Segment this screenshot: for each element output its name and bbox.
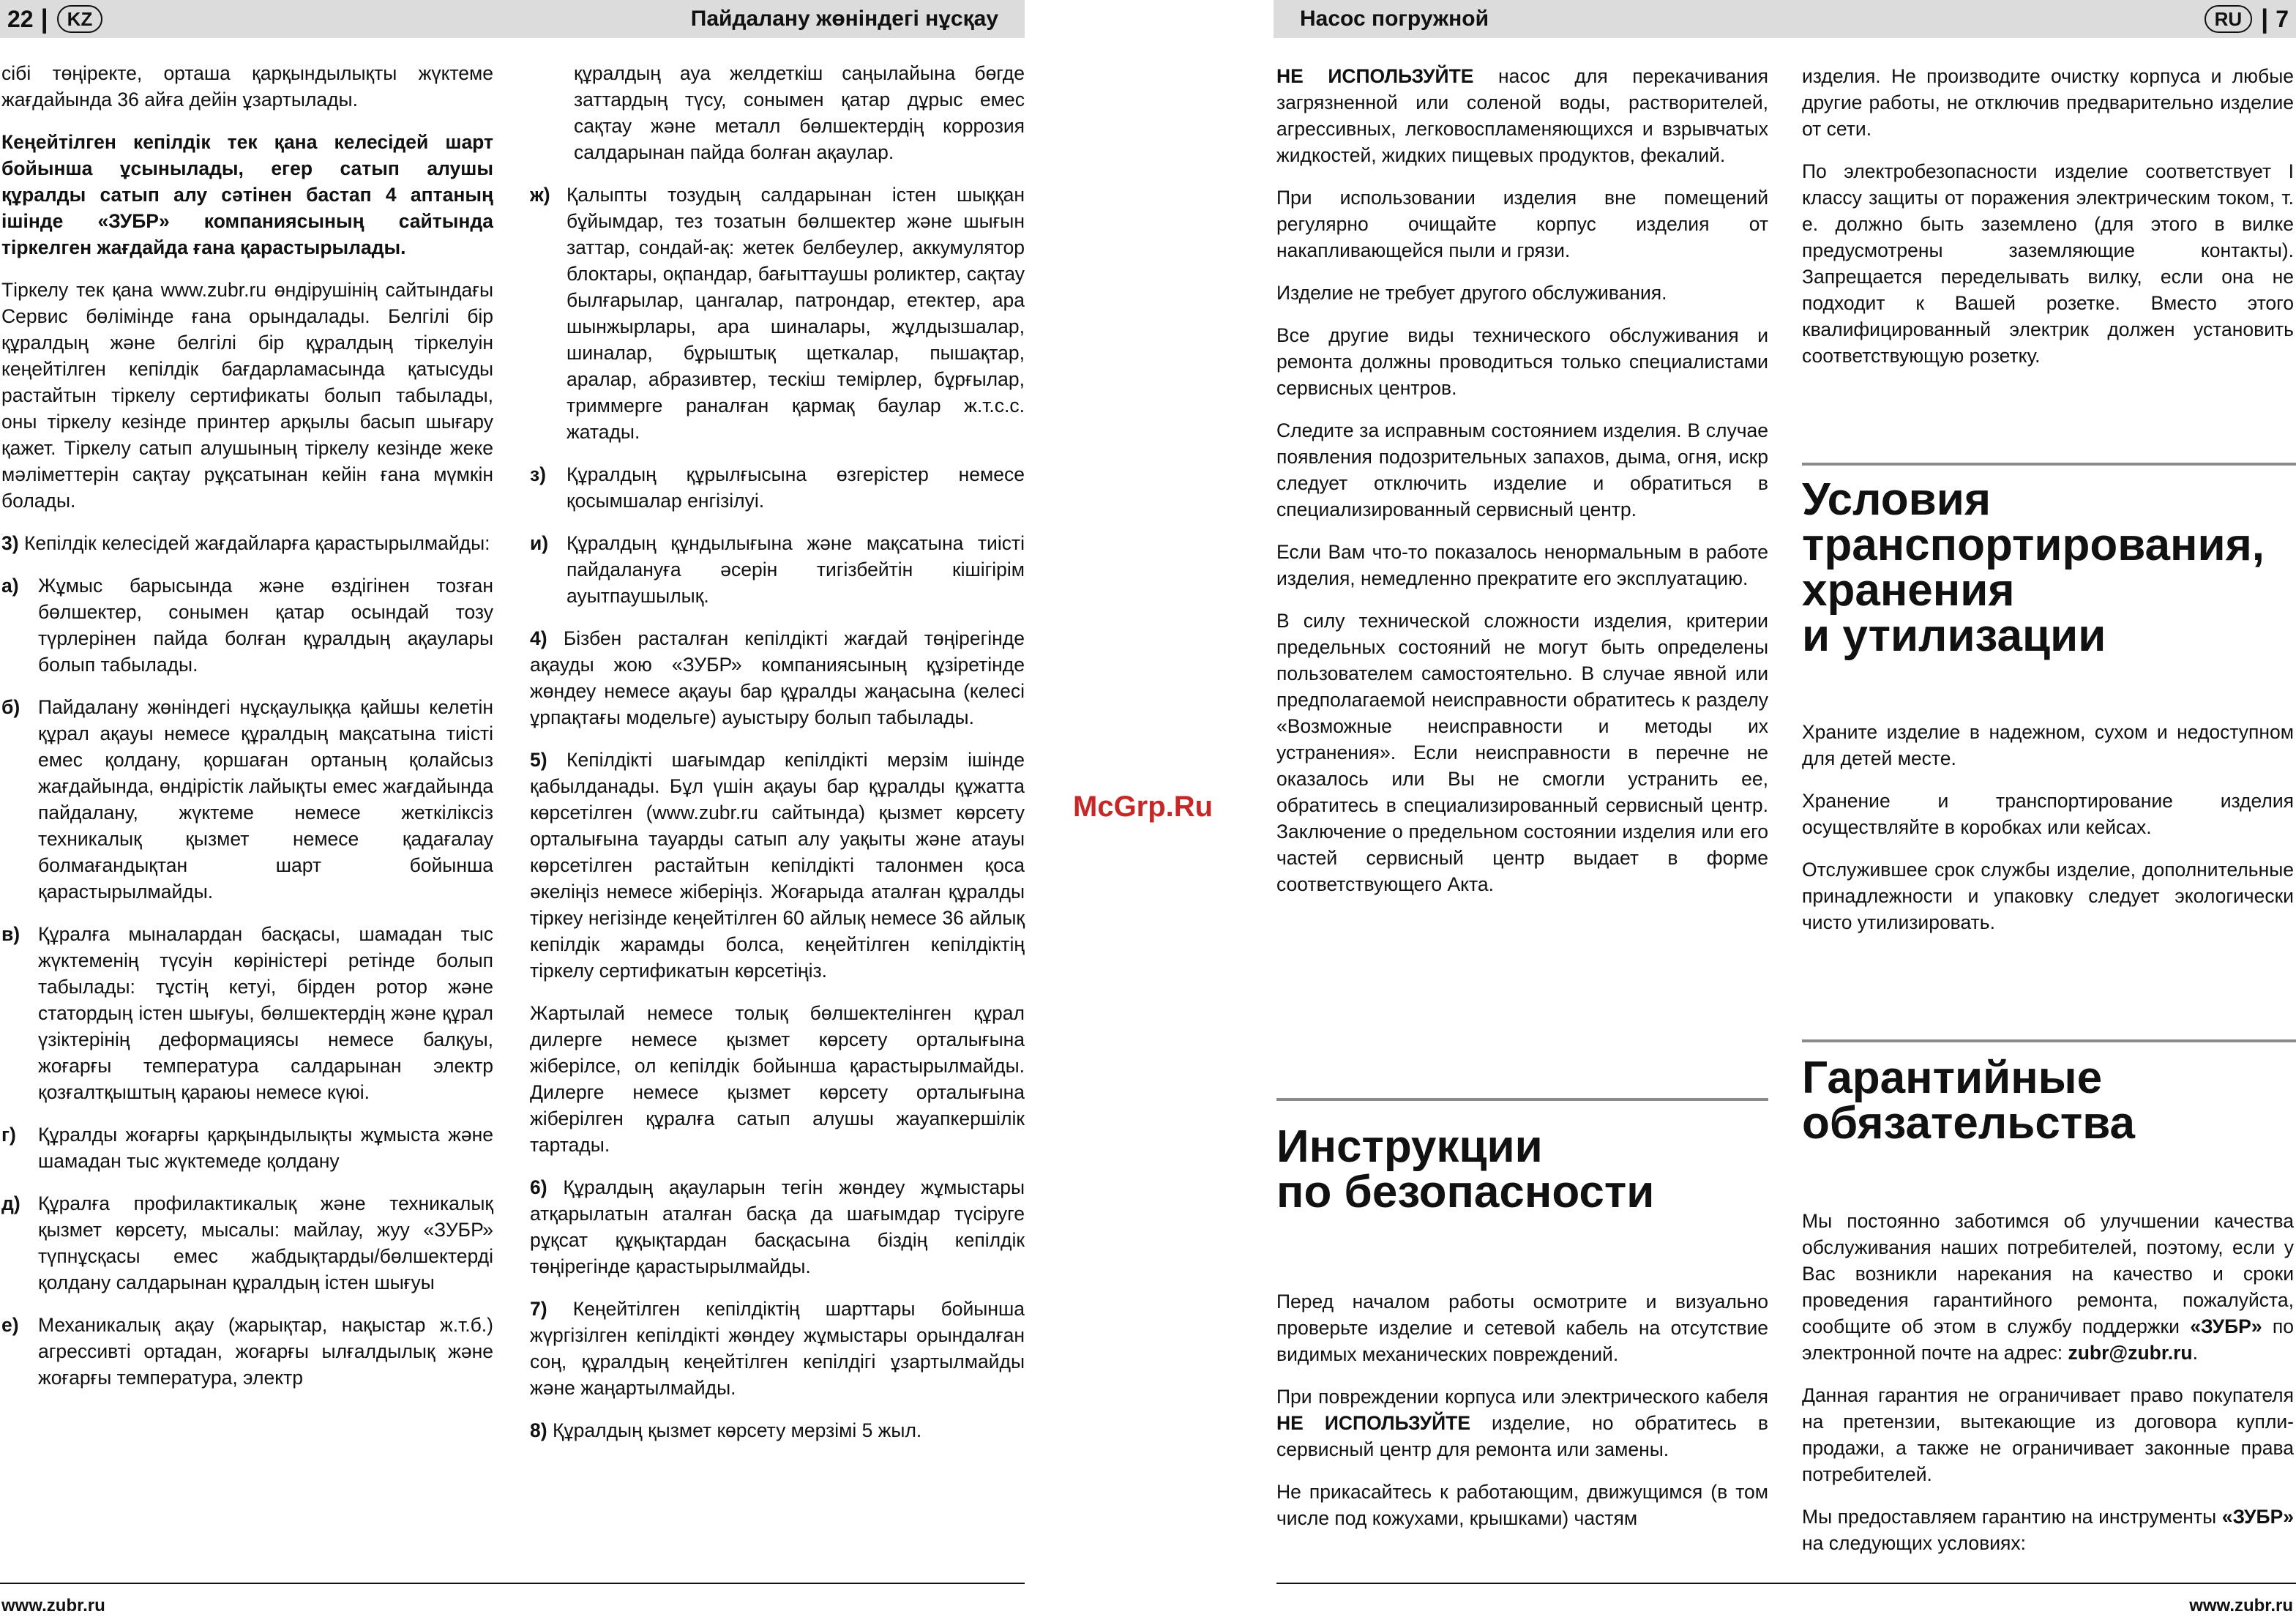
right-column-2 <box>1802 63 2294 385</box>
paragraph-bold: Кеңейтілген кепілдік тек қана келесідей шарт бойынша ұсынылады, егер сатып алушы құралды сатып алу сәтінен бастап 4 аптаның ішінде «ЗУБР» компаниясының сайтында тіркелген жағдайда ғана қарастырылады. <box>1 131 493 258</box>
paragraph-text: . <box>2192 1342 2198 1364</box>
paragraph-text: по электронной почте на адрес: <box>1802 1315 2295 1364</box>
support-email-link[interactable]: zubr@zubr.ru <box>2068 1342 2193 1364</box>
list-item <box>1 1190 493 1296</box>
paragraph-numbered <box>530 1296 1025 1401</box>
section-heading-safety <box>1276 1121 1655 1217</box>
paragraph-text: Мы предоставляем гарантию на инструменты <box>1802 1506 2222 1528</box>
item-number: 8) <box>530 1419 547 1441</box>
item-text: Кеңейтілген кепілдіктің шарттары бойынша жүргізілген кепілдікті жөндеу жұмыстары орындалған соң, құралдың кеңейтілген кепілдігі ұзартылмайды және жаңартылмайды. <box>530 1298 1025 1399</box>
footer-rule <box>0 1583 1025 1584</box>
section-heading-transport <box>1802 474 2265 661</box>
paragraph: Все другие виды технического обслуживания и ремонта должны проводиться только специалистами сервисных центров. <box>1276 324 1768 399</box>
item-text: Құралдың қызмет көрсету мерзімі 5 жыл. <box>552 1419 922 1441</box>
paragraph-text: насос для перекачивания загрязненной или соленой воды, растворителей, агрессивных, легковоспламеняющихся и взрывчатых жидкостей, жидких пищевых продуктов, фекалий. <box>1276 65 1768 166</box>
item-text: Бізбен расталған кепілдікті жағдай төңірегінде ақауды жою «ЗУБР» компаниясының құзіретінде жөндеу немесе ақауы бар құралды жаңасына (келесі ұрпақтағы модельге) ауыстыру болып табылады. <box>530 627 1025 728</box>
item-text: Қалыпты тозудың салдарынан істен шыққан бұйымдар, тез тозатын бөлшектер және шығын заттар, сондай-ақ: жетек белбеулер, аккумулятор блоктары, оқпандар, бағыттаушы роликтер, сақтау былғарылар, цангалар, патрондар, етектер, ара шынжырлары, ара шиналары, жұлдызшалар, шиналар, бұрыштық щеткалар, пышақтар, аралар, абразивтер, тескіш темірлер, бұрғылар, триммерге раналған қармақ баулар ж.т.с.с. жатады. <box>566 184 1025 443</box>
list-item <box>530 530 1025 609</box>
paragraph: По электробезопасности изделие соответствует I классу защиты от поражения электрическим током, т. е. должно быть заземлено (для этого в вилке предусмотрены заземляющие контакты). Запрещается переделывать вилку, если она не подходит к Вашей розетке. Вместо этого квалифицированный электрик должен установить соответствующую розетку. <box>1802 160 2294 367</box>
list-item <box>1 1312 493 1391</box>
paragraph-numbered <box>530 625 1025 731</box>
list-item <box>1 921 493 1105</box>
transport-section <box>1802 719 2294 952</box>
section-rule <box>1276 1098 1768 1101</box>
section-rule <box>1802 463 2296 466</box>
brand-text: «ЗУБР» <box>2221 1506 2294 1528</box>
item-text: Құралдың құндылығына және мақсатына тиісті пайдалануға әсерін тигізбейтін кішігірім ауытпаушылық. <box>566 532 1025 607</box>
paragraph: Перед началом работы осмотрите и визуально проверьте изделие и сетевой кабель на отсутствие видимых механических повреждений. <box>1276 1291 1768 1365</box>
heading-line: Гарантийные <box>1802 1053 2103 1103</box>
item-label: г) <box>1 1124 16 1146</box>
item-number: 6) <box>530 1176 547 1198</box>
page-title: Насос погружной <box>1300 7 1489 31</box>
language-badge: KZ <box>57 5 103 33</box>
footer-rule <box>1276 1583 2296 1584</box>
paragraph <box>1802 1208 2294 1366</box>
list-item <box>1 694 493 905</box>
item-text: Кепілдікті шағымдар кепілдікті мерзім ішінде қабылданады. Бұл үшін ақауы бар құралды құжатта көрсетілген (www.zubr.ru сайтында) қызмет көрсету орталығына тауарды сатып алу уақыты және атауы көрсетілген растайтын кепілдікті талонмен қоса әкеліңіз немесе жіберіңіз. Жоғарыда аталған құралды тіркеу негізінде кеңейтілген 60 айлық немесе 36 айлық кепілдік жарамды болса, кеңейтілген кепілдіктің тіркелу сертификатын көрсетіңіз. <box>530 749 1025 982</box>
paragraph-numbered <box>530 1417 1025 1444</box>
paragraph: Следите за исправным состоянием изделия. В случае появления подозрительных запахов, дыма, огня, искр следует отключить изделие и обратиться в специализированный сервисный центр. <box>1276 419 1768 520</box>
paragraph: сібі төңіректе, орташа қарқындылықты жүктеме жағдайында 36 айға дейін ұзартылады. <box>1 62 493 111</box>
item-number: 4) <box>530 627 547 649</box>
paragraph: В силу технической сложности изделия, критерии предельных состояний не могут быть определены пользователем самостоятельно. В случае явной или предполагаемой неисправности обратитесь к разделу «Возможные неисправности и методы их устранения». Если неисправности в перечне не оказалось или Вы не смогли устранить ее, обратитесь в специализированный сервисный центр. Заключение о предельном состоянии изделия или его частей сервисный центр выдает в форме соответствующего Акта. <box>1276 610 1768 895</box>
paragraph: Если Вам что-то показалось ненормальным в работе изделия, немедленно прекратите его эксплуатацию. <box>1276 541 1768 589</box>
paragraph: Не прикасайтесь к работающим, движущимся (в том числе под кожухами, крышками) частям <box>1276 1481 1768 1529</box>
item-text: Құралдың ақауларын тегін жөндеу жұмыстары атқарылатын аталған басқа да шағымдар түсіруге рұқсат құқықтардан басқасына біздің кепілдік төңірегінде қарастырылмайды. <box>530 1176 1025 1277</box>
warning-text: НЕ ИСПОЛЬЗУЙТЕ <box>1276 1412 1470 1434</box>
item-label: и) <box>530 532 549 554</box>
item-text: Кепілдік келесідей жағдайларға қарастырылмайды: <box>23 532 490 554</box>
item-label: в) <box>1 923 20 945</box>
item-text: Құралды жоғарғы қарқындылықты жұмыста және шамадан тыс жүктемеде қолдану <box>38 1124 493 1172</box>
item-text: Пайдалану жөніндегі нұсқаулыққа қайшы келетін құрал ақауы немесе құралдың мақсатына тиісті емес қолдану, қоршаған ортаның қолайсыз жағдайында, өндірістік лайықты емес жағдайында пайдалану, жүктеме немесе жеткіліксіз техникалық қызмет немесе қадағалау болмағандықтан шарт бойынша қарастырылмайды. <box>38 696 493 903</box>
item-label: б) <box>1 696 20 718</box>
item-text: Жұмыс барысында және өздігінен тозған бөлшектер, сонымен қатар осындай тозу түрлерінен пайда болған құралдың ақаулары болып табылады. <box>38 575 493 676</box>
item-text: Құралға мыналардан басқасы, шамадан тыс жүктеменің түсуін көріністері ретінде болып табылады: тұстің кетуі, бірден ротор және статордың істен шығуы, бөлшектердің және құрал үзіктерінің деформациясы немесе балқуы, жоғарғы температура салдарынан электр қозғалтқыштың қараюы немесе күюі. <box>38 923 493 1103</box>
paragraph-numbered <box>1 530 493 556</box>
paragraph: құралдың ауа желдеткіш саңылайына бөгде заттардың түсу, сонымен қатар дұрыс емес сақтау және металл бөлшектердің коррозия салдарынан пайда болған ақаулар. <box>574 62 1025 163</box>
page-number: 22 <box>7 5 34 32</box>
list-item <box>530 461 1025 514</box>
paragraph-text: изделие, но обратитесь в сервисный центр для ремонта или замены. <box>1276 1412 1769 1460</box>
heading-line: Условия <box>1802 474 1991 525</box>
item-number: 5) <box>530 749 547 771</box>
paragraph-text: Мы постоянно заботимся об улучшении качества обслуживания наших потребителей, поэтому, если у Вас возникли нарекания на качество и сроки проведения гарантийного ремонта, пожалуйста, сообщите об этом в службу поддержки <box>1802 1210 2294 1337</box>
safety-section <box>1276 1288 1768 1547</box>
paragraph: Тіркелу тек қана www.zubr.ru өндірушінің сайтындағы Сервис бөлімінде ғана орындалады. Белгілі бір құралдың және белгілі бір құралдың тіркелуін кеңейтілген кепілдік бағдарламасында қатысуды растайтын тіркелу сертификаты болып табылады, оны тіркелу кезінде принтер арқылы басып шығару қажет. Тіркелу сатып алушының тіркелу кезінде жеке мәліметтерін сақтау рұқсатынан кейін ғана мүмкін болады. <box>1 279 493 512</box>
paragraph-numbered <box>530 747 1025 984</box>
heading-line: транспортирования, <box>1802 520 2265 570</box>
paragraph: Отслужившее срок службы изделие, дополнительные принадлежности и упаковку следует экологически чисто утилизировать. <box>1802 859 2294 933</box>
paragraph <box>1802 1504 2294 1556</box>
paragraph-text: При повреждении корпуса или электрического кабеля <box>1276 1386 1768 1408</box>
paragraph-numbered <box>530 1174 1025 1280</box>
list-item <box>1 1121 493 1174</box>
item-text: Механикалық ақау (жарықтар, нақыстар ж.т.б.) агрессивті ортадан, жоғарғы ылғалдылық және жоғарғы температура, электр <box>38 1314 493 1389</box>
item-label: а) <box>1 575 19 597</box>
paragraph: Данная гарантия не ограничивает право покупателя на претензии, вытекающие из договора купли-продажи, а также не ограничивает законные права потребителей. <box>1802 1384 2294 1485</box>
paragraph: Изделие не требует другого обслуживания. <box>1276 282 1667 304</box>
right-column-1 <box>1276 63 1768 914</box>
left-column-1 <box>1 60 493 1407</box>
paragraph <box>1276 1383 1768 1463</box>
paragraph <box>1276 63 1768 168</box>
item-number: 3) <box>1 532 19 554</box>
section-heading-warranty <box>1802 1053 2135 1149</box>
item-label: з) <box>530 463 546 485</box>
heading-line: по безопасности <box>1276 1167 1655 1217</box>
paragraph: изделия. Не производите очистку корпуса и любые другие работы, не отключив предварительно изделие от сети. <box>1802 65 2294 140</box>
brand-text: «ЗУБР» <box>2190 1315 2262 1337</box>
warning-text: НЕ ИСПОЛЬЗУЙТЕ <box>1276 65 1474 87</box>
language-badge: RU <box>2205 5 2253 33</box>
list-item <box>1 572 493 678</box>
paragraph: Жартылай немесе толық бөлшектелінген құрал дилерге немесе қызмет көрсету орталығына жіберілсе, ол кепілдік бойынша қарастырылмайды. Дилерге немесе қызмет көрсету орталығына жіберілген құралға сатып алушы жауапкершілік тартады. <box>530 1002 1025 1156</box>
page-number: 7 <box>2276 5 2289 32</box>
header-divider: | <box>2261 4 2269 34</box>
paragraph: Храните изделие в надежном, сухом и недоступном для детей месте. <box>1802 721 2294 769</box>
heading-line: и утилизации <box>1802 610 2106 661</box>
item-text: Құралдың құрылғысына өзгерістер немесе қосымшалар енгізілуі. <box>566 463 1025 512</box>
paragraph: Хранение и транспортирование изделия осуществляйте в коробках или кейсах. <box>1802 790 2294 838</box>
left-page <box>0 0 1025 1617</box>
item-number: 7) <box>530 1298 547 1320</box>
left-page-header <box>0 0 1025 38</box>
footer-url[interactable]: www.zubr.ru <box>1 1596 105 1616</box>
heading-line: обязательства <box>1802 1098 2135 1149</box>
item-text: Құралға профилактикалық және техникалық қызмет көрсету, мысалы: майлау, жуу «ЗУБР» түпнұсқасы емес жабдықтарды/бөлшектерді қолдану салдарынан құралдың істен шығуы <box>38 1192 493 1293</box>
heading-line: Инструкции <box>1276 1121 1543 1172</box>
paragraph-text: на следующих условиях: <box>1802 1532 2026 1554</box>
item-label: д) <box>1 1192 20 1214</box>
header-divider: | <box>40 4 48 34</box>
right-page <box>1274 0 2296 1617</box>
left-column-2 <box>530 60 1025 1460</box>
item-label: е) <box>1 1314 19 1336</box>
section-rule <box>1802 1039 2296 1042</box>
list-item <box>530 182 1025 445</box>
warranty-section <box>1802 1208 2294 1572</box>
watermark: McGrp.Ru <box>1073 791 1214 823</box>
footer-url[interactable]: www.zubr.ru <box>2189 1596 2293 1616</box>
item-label: ж) <box>530 184 550 206</box>
page-title: Пайдалану жөніндегі нұсқау <box>690 7 998 31</box>
right-page-header <box>1274 0 2296 38</box>
heading-line: хранения <box>1802 565 2015 616</box>
paragraph: При использовании изделия вне помещений регулярно очищайте корпус изделия от накапливающейся пыли и грязи. <box>1276 187 1768 261</box>
